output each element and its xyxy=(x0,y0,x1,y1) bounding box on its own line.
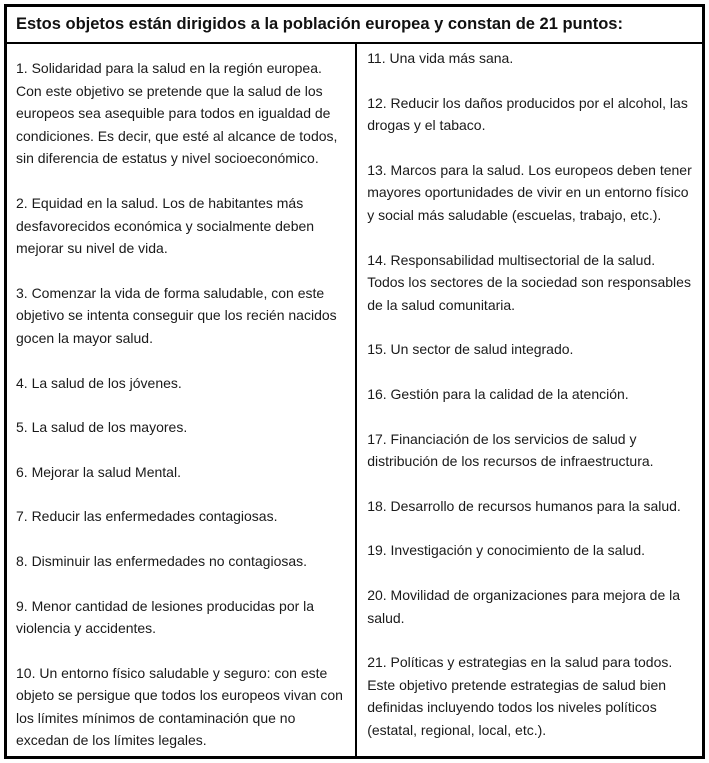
table-body xyxy=(7,44,702,756)
table-header-title: Estos objetos están dirigidos a la población europea y constan de 21 puntos: xyxy=(7,7,702,44)
objective-item: 6. Mejorar la salud Mental. xyxy=(16,463,181,480)
objective-item: 12. Reducir los daños producidos por el alcohol, las drogas y el tabaco. xyxy=(367,94,688,134)
objective-item: 15. Un sector de salud integrado. xyxy=(367,341,574,358)
objective-item: 16. Gestión para la calidad de la atención. xyxy=(367,385,629,402)
objective-item: 3. Comenzar la vida de forma saludable, con este objetivo se intenta conseguir que los recién nacidos gocen la mayor salud. xyxy=(16,284,337,346)
objective-item: 4. La salud de los jóvenes. xyxy=(16,374,182,391)
objective-item: 19. Investigación y conocimiento de la salud. xyxy=(367,542,646,559)
objective-item: 2. Equidad en la salud. Los de habitantes más desfavorecidos económica y socialmente deben mejorar su nivel de vida. xyxy=(16,194,315,257)
table-cell-objectives-11-21 xyxy=(355,44,702,756)
objectives-table xyxy=(4,4,705,759)
objective-item: 21. Políticas y estrategias en la salud para todos. Este objetivo pretende estrategias de salud bien definidas incluyendo todos los niveles políticos (estatal, regional, local, etc.). xyxy=(367,654,673,738)
objective-item: 8. Disminuir las enfermedades no contagiosas. xyxy=(16,552,308,569)
objective-item: 5. La salud de los mayores. xyxy=(16,419,188,436)
objective-item: 9. Menor cantidad de lesiones producidas por la violencia y accidentes. xyxy=(16,597,315,637)
objective-item: 20. Movilidad de organizaciones para mejora de la salud. xyxy=(367,586,681,626)
objective-item: 7. Reducir las enfermedades contagiosas. xyxy=(16,508,278,525)
objective-item: 1. Solidaridad para la salud en la región europea. Con este objetivo se pretende que la salud de los europeos sea asequible para todos en igualdad de condiciones. Es decir, que esté al alcance de todos, sin diferencia de estatus y nivel socioeconómico. xyxy=(16,60,338,167)
objective-item: 13. Marcos para la salud. Los europeos deben tener mayores oportunidades de vivir en un entorno físico y social más saludable (escuelas, trabajo, etc.). xyxy=(367,161,692,223)
objective-item: 11. Una vida más sana. xyxy=(367,50,514,66)
objective-item: 14. Responsabilidad multisectorial de la salud. Todos los sectores de la sociedad son responsables de la salud comunitaria. xyxy=(367,251,691,313)
objective-item: 10. Un entorno físico saludable y seguro: con este objeto se persigue que todos los europeos vivan con los límites mínimos de contaminación que no excedan de los límites legales. xyxy=(16,664,343,749)
objective-item: 18. Desarrollo de recursos humanos para la salud. xyxy=(367,497,681,514)
objective-item: 17. Financiación de los servicios de salud y distribución de los recursos de infraestructura. xyxy=(367,430,654,470)
table-cell-objectives-1-10 xyxy=(7,44,355,756)
